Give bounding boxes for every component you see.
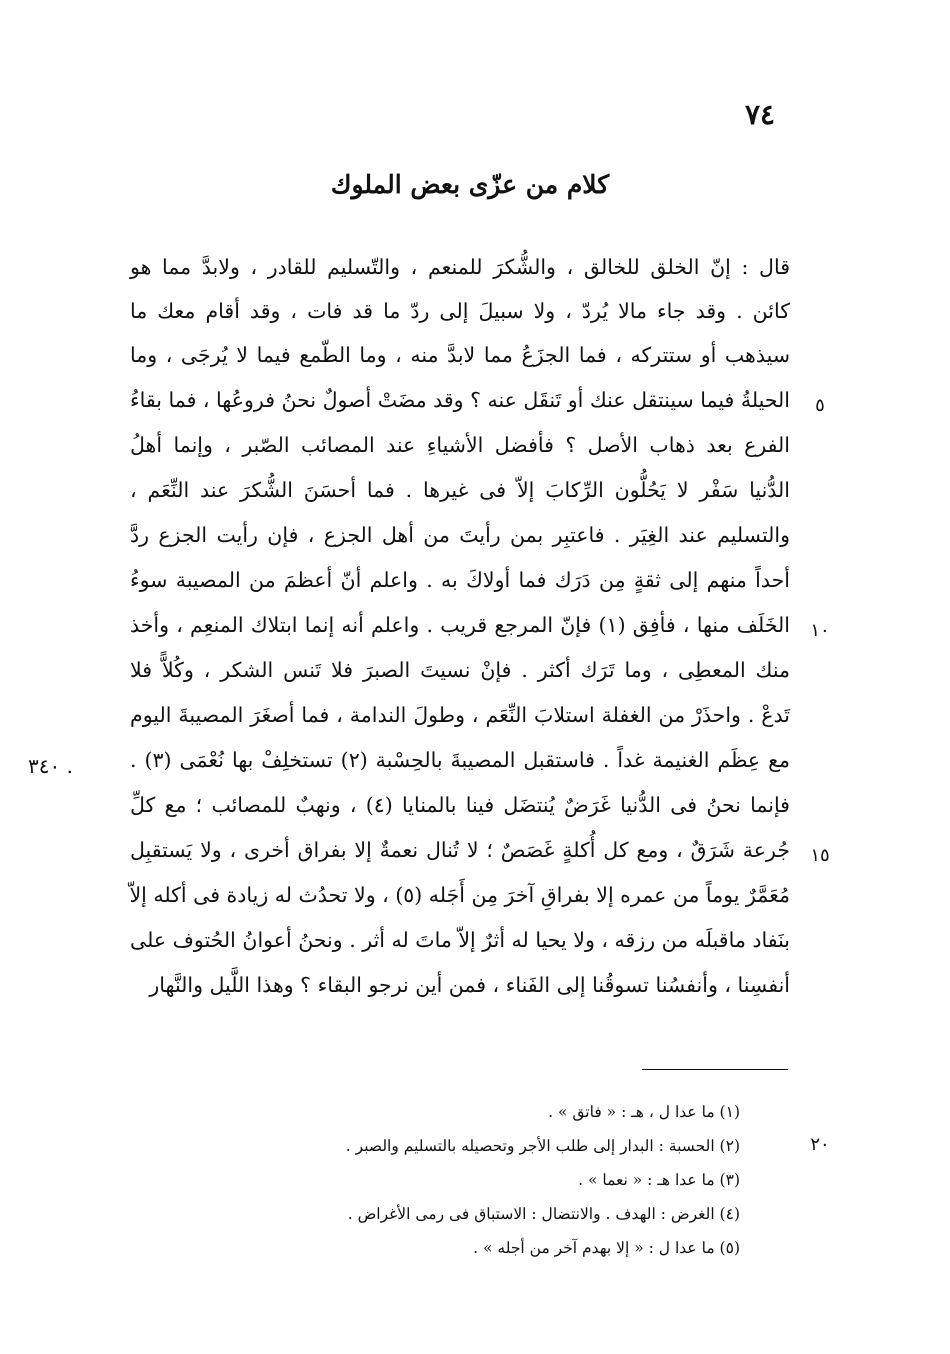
footnote-divider xyxy=(642,1069,788,1070)
footnote: (٢) الحسبة : البدار إلى طلب الأجر وتحصيله بالتسليم والصبر . xyxy=(345,1137,740,1155)
text-line: فإنما نحنُ فى الدُّنيا غَرَضٌ يُنتضَل فينا بالمنايا (٤) ، ونهبٌ للمصائب ؛ مع كلِّ xyxy=(130,793,790,817)
line-number-20: ٢٠ xyxy=(810,1134,830,1155)
text-line: الفرع بعد ذهاب الأصل ؟ فأفضل الأشياءِ عند المصائب الصّبر ، وإنما أهلُ xyxy=(130,433,790,457)
text-line: بنَفاد ماقبلَه من رزقه ، ولا يحيا له أثرٌ إلاّ ماتَ له أثر . ونحنُ أعوانُ الحُتوف على xyxy=(130,928,790,952)
text-line: أحداً منهم إلى ثقةٍ مِن دَرَك فما أولاكَ به . واعلم أنّ أعظمَ من المصيبة سوءُ xyxy=(130,568,790,592)
text-line: جُرعة شَرَقٌ ، ومع كل أُكلةٍ غَصَصٌ ؛ لا تُنال نعمةٌ إلا بفراق أخرى ، ولا يَستقبِل xyxy=(130,838,790,862)
text-line: مُعَمَّرٌ يوماً من عمره إلا بفراقِ آخرَ مِن أَجَله (٥) ، ولا تحدُث له زيادة فى أكله إلاّ xyxy=(129,883,790,907)
footnote: (٤) الغرض : الهدف . والانتضال : الاستباق فى رمى الأغراض . xyxy=(347,1205,740,1223)
text-line: سيذهب أو ستتركه ، فما الجزَعُ مما لابدَّ منه ، وما الطّمع فيما لا يُرجَى ، وما xyxy=(130,343,790,367)
text-line: الخَلَف منها ، فأفِق (١) فإنّ المرجع قريب . واعلم أنه إنما ابتلاك المنعِم ، وأخذ xyxy=(130,613,790,637)
side-marker: ٣٤٠ . xyxy=(28,754,73,778)
text-line: مع عِظَم الغنيمة غداً . فاستقبل المصيبةَ بالحِسْبة (٢) تستخلِفْ بها نُعْمَى (٣) . xyxy=(130,748,791,772)
text-line: والتسليم عند الغِيَر . فاعتبِر بمن رأيتَ من أهل الجزع ، فإن رأيت الجزع ردَّ xyxy=(130,523,790,547)
line-number-15: ١٥ xyxy=(810,845,830,866)
text-line: أنفسِنا ، وأنفسُنا تسوقُنا إلى الفَناء ، فمن أين نرجو البقاء ؟ وهذا اللَّيل والنَّهار xyxy=(149,973,790,997)
footnote: (٣) ما عدا هـ : « نعما » . xyxy=(578,1171,740,1189)
footnote: (٥) ما عدا ل : « إلا بهدم آخر من أجله » . xyxy=(473,1239,740,1257)
line-number-10: ١٠ xyxy=(810,620,830,641)
footnote: (١) ما عدا ل ، هـ : « فاتق » . xyxy=(548,1103,740,1121)
page-title: كلام من عزّى بعض الملوك xyxy=(330,170,610,199)
page-number: ٧٤ xyxy=(744,98,776,131)
text-line: كائن . وقد جاء مالا يُردّ ، ولا سبيلَ إلى ردّ ما قد فات ، وقد أقام معك ما xyxy=(130,299,790,323)
text-line: الحيلةُ فيما سينتقل عنك أو تَنقَل عنه ؟ وقد مضَتْ أصولٌ نحنُ فروعُها ، فما بقاءُ xyxy=(130,388,790,412)
text-line: قال : إنّ الخلق للخالق ، والشُّكرَ للمنعم ، والتّسليم للقادر ، ولابدَّ مما هو xyxy=(130,255,790,279)
text-line: منك المعطِى ، وما تَرَك أكثر . فإنْ نسيتَ الصبرَ فلا تَنس الشكر ، وكُلاًّ فلا xyxy=(130,658,790,682)
text-line: الدُّنيا سَفْر لا يَحُلُّون الرِّكابَ إلاّ فى غيرها . فما أحسَنَ الشُّكرَ عند النِّعَم ، xyxy=(130,478,790,502)
text-line: تَدعْ . واحذَرْ من الغفلة استلابَ النِّعَم ، وطولَ الندامة ، فما أصغَرَ المصيبةَ اليوم xyxy=(130,703,790,727)
line-number-5: ٥ xyxy=(815,395,825,416)
